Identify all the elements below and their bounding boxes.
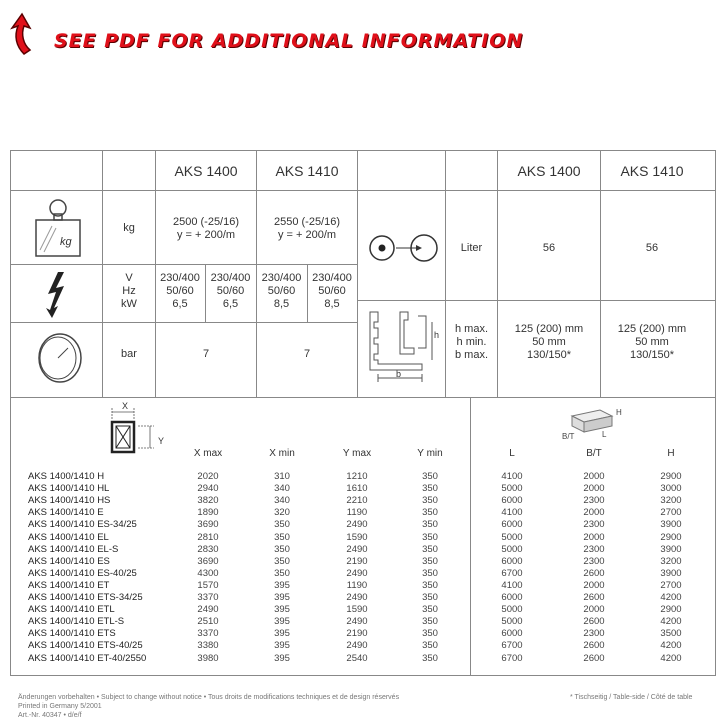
table-cell: 2490 bbox=[197, 604, 219, 616]
pressure-aks1410: 7 bbox=[303, 348, 311, 360]
rotation-volume-icon bbox=[366, 230, 440, 266]
power-col-2-power: 6,5 bbox=[222, 298, 239, 310]
table-cell: 2600 bbox=[583, 652, 605, 664]
table-cell: 2510 bbox=[197, 616, 219, 628]
table-cell: 320 bbox=[274, 507, 290, 519]
table-row-name: AKS 1400/1410 ES bbox=[28, 555, 110, 567]
power-col-4-frequency: 50/60 bbox=[318, 285, 346, 297]
power-units bbox=[103, 272, 155, 311]
power-unit-v: V bbox=[125, 272, 133, 284]
dims-aks1400-hmin: 50 mm bbox=[532, 336, 566, 348]
power-col-1 bbox=[155, 272, 205, 311]
table-cell: 3200 bbox=[660, 495, 682, 507]
col-header-h: H bbox=[667, 448, 675, 459]
table-cell: 3370 bbox=[197, 628, 219, 640]
dims-aks1410-bmax: 130/150* bbox=[629, 349, 675, 361]
col-header-ymax: Y max bbox=[342, 448, 372, 459]
table-cell: 3370 bbox=[197, 592, 219, 603]
power-col-2 bbox=[205, 272, 256, 311]
table-cell: 395 bbox=[274, 579, 290, 591]
table-row-name: AKS 1400/1410 H bbox=[28, 471, 105, 482]
table-cell: 350 bbox=[274, 519, 290, 531]
table-cell: 350 bbox=[422, 616, 438, 628]
weight-aks1410-line1: 2550 (-25/16) bbox=[273, 216, 341, 228]
table-cell: 3690 bbox=[197, 519, 219, 531]
dims-unit-bmax: b max. bbox=[454, 349, 488, 361]
table-cell: 395 bbox=[274, 592, 290, 603]
curved-arrow-icon bbox=[6, 12, 46, 56]
dims-aks1400-bmax: 130/150* bbox=[526, 349, 572, 361]
dims-unit-hmax: h max. bbox=[454, 323, 488, 335]
table-cell: 395 bbox=[274, 628, 290, 640]
table-row-name: AKS 1400/1410 ETS-34/25 bbox=[28, 592, 143, 603]
table-cell: 350 bbox=[422, 507, 438, 519]
table-cell: 5000 bbox=[501, 604, 523, 616]
footer-notice bbox=[18, 693, 399, 720]
table-cell: 2540 bbox=[346, 652, 368, 664]
volume-aks1400: 56 bbox=[542, 242, 556, 254]
col-header-bt: B/T bbox=[586, 448, 602, 459]
table-cell: 2300 bbox=[583, 543, 605, 555]
weight-aks1410-line2: y = + 200/m bbox=[277, 229, 337, 241]
table-cell: 3500 bbox=[660, 628, 682, 640]
table-row-name: AKS 1400/1410 ETS-40/25 bbox=[28, 640, 143, 652]
table-cell: 350 bbox=[422, 640, 438, 652]
table-row-name: AKS 1400/1410 ES-34/25 bbox=[28, 519, 137, 531]
table-cell: 6000 bbox=[501, 519, 523, 531]
table-cell: 1570 bbox=[197, 579, 219, 591]
table-cell: 350 bbox=[422, 519, 438, 531]
table-row-name: AKS 1400/1410 EL bbox=[28, 531, 109, 543]
header-aks1410-left: AKS 1410 bbox=[275, 163, 339, 179]
table-row-name: AKS 1400/1410 ETS bbox=[28, 628, 116, 640]
dims-units bbox=[446, 323, 497, 362]
table-cell: 2900 bbox=[660, 604, 682, 616]
table-cell: 2810 bbox=[197, 531, 219, 543]
weight-aks1400-line2: y = + 200/m bbox=[176, 229, 236, 241]
weight-unit: kg bbox=[123, 222, 135, 234]
table-cell: 6700 bbox=[501, 567, 523, 579]
table-row-name: AKS 1400/1410 HS bbox=[28, 495, 111, 507]
table-cell: 350 bbox=[422, 471, 438, 482]
banner-text: SEE PDF FOR ADDITIONAL INFORMATION bbox=[54, 30, 524, 52]
table-cell: 2000 bbox=[583, 471, 605, 482]
table-cell: 340 bbox=[274, 483, 290, 495]
table-cell: 350 bbox=[422, 592, 438, 603]
profile-label-b: b bbox=[396, 369, 402, 379]
table-cell: 2490 bbox=[346, 519, 368, 531]
col-header-xmax: X max bbox=[193, 448, 223, 459]
pressure-aks1400: 7 bbox=[202, 348, 210, 360]
table-cell: 5000 bbox=[501, 483, 523, 495]
power-unit-hz: Hz bbox=[122, 285, 136, 297]
profile-dimensions-icon bbox=[364, 308, 442, 384]
table-cell: 2000 bbox=[583, 531, 605, 543]
table-cell: 1210 bbox=[346, 471, 368, 482]
table-cell: 2000 bbox=[583, 507, 605, 519]
weight-aks1410 bbox=[257, 216, 357, 242]
table-cell: 2300 bbox=[583, 519, 605, 531]
table-cell: 6000 bbox=[501, 495, 523, 507]
header-aks1400-left: AKS 1400 bbox=[174, 163, 238, 179]
table-row-name: AKS 1400/1410 ET-40/2550 bbox=[28, 652, 147, 664]
pdf-banner[interactable] bbox=[6, 8, 524, 58]
table-row-name: AKS 1400/1410 HL bbox=[28, 483, 110, 495]
table-cell: 6000 bbox=[501, 555, 523, 567]
table-row-name: AKS 1400/1410 ETL-S bbox=[28, 616, 125, 628]
table-cell: 350 bbox=[422, 652, 438, 664]
table-cell: 4200 bbox=[660, 616, 682, 628]
volume-unit: Liter bbox=[460, 242, 483, 254]
table-cell: 310 bbox=[274, 471, 290, 482]
power-unit-kw: kW bbox=[121, 298, 137, 310]
volume-aks1410: 56 bbox=[645, 242, 659, 254]
box-label-bt: B/T bbox=[562, 432, 575, 441]
weight-icon-label: kg bbox=[60, 236, 72, 248]
table-cell: 2830 bbox=[197, 543, 219, 555]
table-cell: 6000 bbox=[501, 592, 523, 603]
table-cell: 340 bbox=[274, 495, 290, 507]
table-cell: 350 bbox=[422, 604, 438, 616]
col-header-xmin: X min bbox=[269, 448, 295, 459]
weight-icon bbox=[30, 196, 86, 260]
table-row-name: AKS 1400/1410 EL-S bbox=[28, 543, 119, 555]
table-cell: 2600 bbox=[583, 640, 605, 652]
power-col-4 bbox=[307, 272, 357, 311]
table-row-name: AKS 1400/1410 E bbox=[28, 507, 104, 519]
power-col-3-power: 8,5 bbox=[273, 298, 290, 310]
table-cell: 3380 bbox=[197, 640, 219, 652]
table-cell: 2940 bbox=[197, 483, 219, 495]
dims-aks1400 bbox=[498, 323, 600, 362]
table-cell: 2300 bbox=[583, 495, 605, 507]
table-cell: 3900 bbox=[660, 567, 682, 579]
table-cell: 395 bbox=[274, 652, 290, 664]
table-cell: 3900 bbox=[660, 543, 682, 555]
footer-line-1: Änderungen vorbehalten • Subject to change without notice • Tous droits de modifications techniques et de design réservés bbox=[18, 694, 400, 701]
table-cell: 350 bbox=[422, 567, 438, 579]
table-cell: 1610 bbox=[346, 483, 368, 495]
table-cell: 1590 bbox=[346, 531, 368, 543]
table-cell: 3690 bbox=[197, 555, 219, 567]
table-cell: 4300 bbox=[197, 567, 219, 579]
table-cell: 2700 bbox=[660, 579, 682, 591]
diagram-label-x: X bbox=[122, 401, 129, 411]
footer-line-2: Printed in Germany 5/2001 bbox=[18, 703, 102, 710]
table-cell: 5000 bbox=[501, 543, 523, 555]
table-cell: 2210 bbox=[346, 495, 368, 507]
table-cell: 1890 bbox=[197, 507, 219, 519]
table-cell: 350 bbox=[422, 555, 438, 567]
lightning-icon bbox=[44, 270, 70, 318]
power-col-3-frequency: 50/60 bbox=[267, 285, 296, 297]
profile-label-h: h bbox=[434, 330, 440, 340]
table-cell: 350 bbox=[274, 543, 290, 555]
table-row-name: AKS 1400/1410 ET bbox=[28, 579, 110, 591]
table-cell: 3980 bbox=[197, 652, 219, 664]
box-label-h: H bbox=[616, 408, 622, 417]
table-cell: 1190 bbox=[346, 507, 368, 519]
table-cell: 2490 bbox=[346, 543, 368, 555]
table-cell: 3820 bbox=[197, 495, 219, 507]
power-col-1-power: 6,5 bbox=[172, 298, 188, 310]
table-cell: 3900 bbox=[660, 519, 682, 531]
power-col-4-power: 8,5 bbox=[324, 298, 340, 310]
table-cell: 350 bbox=[274, 531, 290, 543]
table-cell: 2600 bbox=[583, 567, 605, 579]
table-cell: 6700 bbox=[501, 652, 523, 664]
table-row-name: AKS 1400/1410 ES-40/25 bbox=[28, 567, 137, 579]
table-cell: 395 bbox=[274, 640, 290, 652]
pressure-gauge-icon bbox=[34, 330, 84, 386]
power-col-1-voltage: 230/400 bbox=[160, 272, 200, 284]
table-cell: 3000 bbox=[660, 483, 682, 495]
weight-aks1400 bbox=[156, 216, 256, 242]
power-col-2-frequency: 50/60 bbox=[216, 285, 245, 297]
table-cell: 3200 bbox=[660, 555, 682, 567]
table-cell: 2600 bbox=[583, 616, 605, 628]
table-cell: 2700 bbox=[660, 507, 682, 519]
table-cell: 2020 bbox=[197, 471, 219, 482]
diagram-label-y: Y bbox=[158, 436, 165, 446]
table-cell: 2490 bbox=[346, 592, 368, 603]
table-cell: 4200 bbox=[660, 592, 682, 603]
table-cell: 1190 bbox=[346, 579, 368, 591]
dims-aks1410-hmin: 50 mm bbox=[635, 336, 669, 348]
table-cell: 350 bbox=[274, 555, 290, 567]
table-cell: 2300 bbox=[583, 628, 605, 640]
power-col-1-frequency: 50/60 bbox=[166, 285, 194, 297]
dims-aks1410-hmax: 125 (200) mm bbox=[617, 323, 687, 335]
table-cell: 6000 bbox=[501, 628, 523, 640]
table-cell: 2000 bbox=[583, 579, 605, 591]
footer-line-3: Art.-Nr. 40347 • d/e/f bbox=[18, 712, 82, 719]
power-col-2-voltage: 230/400 bbox=[210, 272, 251, 284]
table-cell: 4200 bbox=[660, 652, 682, 664]
table-cell: 350 bbox=[422, 543, 438, 555]
dims-aks1400-hmax: 125 (200) mm bbox=[514, 323, 584, 335]
dims-unit-hmin: h min. bbox=[456, 336, 487, 348]
table-cell: 1590 bbox=[346, 604, 368, 616]
table-cell: 6700 bbox=[501, 640, 523, 652]
table-cell: 2190 bbox=[346, 628, 368, 640]
table-cell: 2190 bbox=[346, 555, 368, 567]
table-cell: 395 bbox=[274, 604, 290, 616]
table-row-name: AKS 1400/1410 ETL bbox=[28, 604, 115, 616]
table-cell: 350 bbox=[274, 567, 290, 579]
weight-aks1400-line1: 2500 (-25/16) bbox=[172, 216, 240, 228]
dims-aks1410 bbox=[601, 323, 703, 362]
table-cell: 2490 bbox=[346, 567, 368, 579]
pressure-unit: bar bbox=[121, 348, 137, 360]
header-aks1410-right: AKS 1410 bbox=[620, 163, 684, 179]
table-cell: 4200 bbox=[660, 640, 682, 652]
xy-frame-diagram-icon bbox=[104, 400, 166, 460]
table-cell: 350 bbox=[422, 628, 438, 640]
table-cell: 2300 bbox=[583, 555, 605, 567]
table-cell: 2490 bbox=[346, 640, 368, 652]
table-cell: 350 bbox=[422, 579, 438, 591]
box-label-l: L bbox=[602, 430, 607, 439]
table-cell: 2490 bbox=[346, 616, 368, 628]
header-aks1400-right: AKS 1400 bbox=[517, 163, 581, 179]
table-cell: 4100 bbox=[501, 507, 523, 519]
footer-tableside-note: * Tischseitig / Table-side / Côté de table bbox=[570, 694, 693, 701]
table-cell: 2900 bbox=[660, 531, 682, 543]
table-cell: 4100 bbox=[501, 471, 523, 482]
table-cell: 5000 bbox=[501, 616, 523, 628]
table-cell: 395 bbox=[274, 616, 290, 628]
table-cell: 2900 bbox=[660, 471, 682, 482]
power-col-3-voltage: 230/400 bbox=[261, 272, 302, 284]
table-cell: 2000 bbox=[583, 483, 605, 495]
table-cell: 350 bbox=[422, 495, 438, 507]
table-cell: 4100 bbox=[501, 579, 523, 591]
table-cell: 2000 bbox=[583, 604, 605, 616]
table-cell: 350 bbox=[422, 531, 438, 543]
table-cell: 350 bbox=[422, 483, 438, 495]
power-col-3 bbox=[256, 272, 307, 311]
table-cell: 2600 bbox=[583, 592, 605, 603]
col-header-l: L bbox=[509, 448, 515, 459]
power-col-4-voltage: 230/400 bbox=[312, 272, 352, 284]
table-cell: 5000 bbox=[501, 531, 523, 543]
col-header-ymin: Y min bbox=[417, 448, 443, 459]
